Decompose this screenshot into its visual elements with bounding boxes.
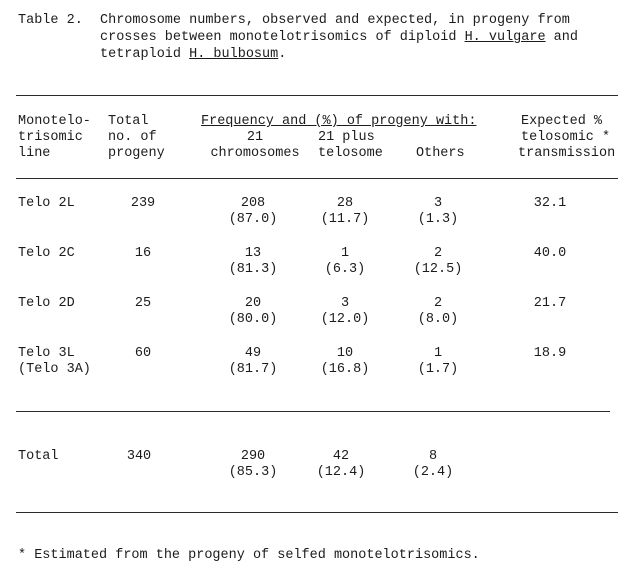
row-21-percent: (87.0) [228, 212, 278, 227]
row-21-percent: (81.7) [228, 362, 278, 377]
caption-text: tetraploid [100, 47, 190, 62]
row-expected: 21.7 [533, 296, 567, 311]
total-row-21-percent: (85.3) [228, 465, 278, 480]
row-telosome-count: 3 [340, 296, 350, 311]
total-row-total: 340 [126, 449, 152, 464]
footnote: * Estimated from the progeny of selfed monotelotrisomics. [18, 548, 480, 563]
row-total: 239 [130, 196, 156, 211]
caption-text: and [545, 30, 578, 45]
row-expected: 40.0 [533, 246, 567, 261]
row-line-label: Telo 2C [18, 246, 75, 261]
header-line-1: Monotelo- [18, 114, 91, 129]
bottom-rule [16, 512, 618, 513]
row-telosome-percent: (11.7) [320, 212, 370, 227]
row-line-label: Telo 2D [18, 296, 75, 311]
species-name: H. bulbosum [189, 47, 279, 62]
row-line-label: Telo 2L [18, 196, 75, 211]
header-expected-1: Expected % [521, 114, 603, 129]
row-telosome-percent: (12.0) [320, 312, 370, 327]
row-others-count: 2 [433, 296, 443, 311]
header-21plus-1: 21 plus [318, 130, 375, 145]
row-others-count: 2 [433, 246, 443, 261]
total-top-rule [16, 411, 610, 412]
total-row-others-percent: (2.4) [412, 465, 454, 480]
total-row-others-count: 8 [428, 449, 438, 464]
row-total: 16 [134, 246, 152, 261]
table-caption-line2 [100, 30, 578, 46]
row-line-sublabel: (Telo 3A) [18, 362, 91, 377]
row-expected: 18.9 [533, 346, 567, 361]
row-others-count: 3 [433, 196, 443, 211]
row-others-percent: (1.3) [417, 212, 459, 227]
header-21plus-2: telosome [318, 146, 383, 161]
caption-text: crosses between monotelotrisomics of diploid [100, 30, 465, 45]
row-21-percent: (81.3) [228, 262, 278, 277]
header-frequency-group: Frequency and (%) of progeny with: [201, 114, 477, 129]
row-21-count: 208 [240, 196, 266, 211]
species-name: H. vulgare [464, 30, 546, 45]
total-row-label: Total [18, 449, 59, 464]
row-total: 25 [134, 296, 152, 311]
row-telosome-count: 10 [336, 346, 354, 361]
row-others-count: 1 [433, 346, 443, 361]
row-21-count: 13 [244, 246, 262, 261]
header-total-3: progeny [108, 146, 165, 161]
row-line-label: Telo 3L [18, 346, 75, 361]
header-rule [16, 178, 618, 179]
header-total-1: Total [108, 114, 149, 129]
total-row-telosome-count: 42 [332, 449, 350, 464]
row-telosome-percent: (16.8) [320, 362, 370, 377]
row-others-percent: (8.0) [417, 312, 459, 327]
total-row-telosome-percent: (12.4) [316, 465, 366, 480]
header-21-1: 21 [246, 130, 264, 145]
header-line-2: trisomic [18, 130, 83, 145]
table-caption-line3 [100, 47, 286, 63]
caption-text: . [278, 47, 287, 62]
table-caption-line1: Chromosome numbers, observed and expected, in progeny from [100, 13, 570, 28]
total-row-21-count: 290 [240, 449, 266, 464]
header-line-3: line [18, 146, 51, 161]
row-telosome-percent: (6.3) [324, 262, 366, 277]
header-21-2: chromosomes [210, 146, 300, 161]
row-21-percent: (80.0) [228, 312, 278, 327]
header-others: Others [416, 146, 465, 161]
row-telosome-count: 1 [340, 246, 350, 261]
row-21-count: 49 [244, 346, 262, 361]
table-caption-label: Table 2. [18, 13, 83, 28]
top-rule [16, 95, 618, 96]
row-others-percent: (1.7) [417, 362, 459, 377]
row-21-count: 20 [244, 296, 262, 311]
header-expected-2: telosomic * [521, 130, 611, 145]
row-expected: 32.1 [533, 196, 567, 211]
header-total-2: no. of [108, 130, 157, 145]
header-expected-3: transmission [518, 146, 616, 161]
row-total: 60 [134, 346, 152, 361]
row-telosome-count: 28 [336, 196, 354, 211]
row-others-percent: (12.5) [413, 262, 463, 277]
